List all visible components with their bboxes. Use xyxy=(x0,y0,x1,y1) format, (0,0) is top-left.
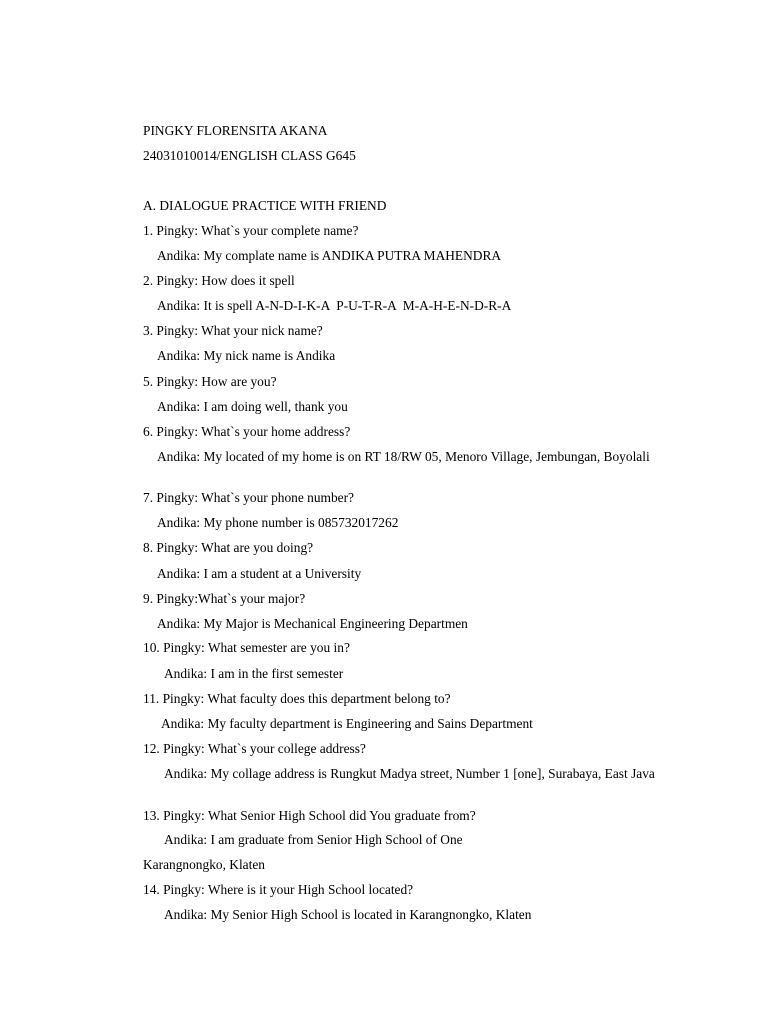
answer-line: Andika: I am doing well, thank you xyxy=(157,399,348,414)
answer-line: Andika: My collage address is Rungkut Madya street, Number 1 [one], Surabaya, East Java xyxy=(164,766,655,781)
answer-continuation: Karangnongko, Klaten xyxy=(143,857,265,872)
question-line: 1. Pingky: What`s your complete name? xyxy=(143,223,359,238)
question-line: 3. Pingky: What your nick name? xyxy=(143,323,323,338)
answer-line: Andika: I am a student at a University xyxy=(157,566,362,581)
question-line: 6. Pingky: What`s your home address? xyxy=(143,424,351,439)
answer-line: Andika: I am graduate from Senior High School of One xyxy=(164,832,463,847)
answer-line: Andika: My faculty department is Engineering and Sains Department xyxy=(161,716,533,731)
section-title: A. DIALOGUE PRACTICE WITH FRIEND xyxy=(143,198,387,213)
answer-line: Andika: My phone number is 085732017262 xyxy=(157,515,399,530)
answer-line: Andika: My nick name is Andika xyxy=(157,348,336,363)
question-line: 11. Pingky: What faculty does this department belong to? xyxy=(143,691,451,706)
author-name: PINGKY FLORENSITA AKANA xyxy=(143,123,328,138)
question-line: 2. Pingky: How does it spell xyxy=(143,273,295,288)
answer-line: Andika: It is spell A-N-D-I-K-A P-U-T-R-A M-A-H-E-N-D-R-A xyxy=(157,298,512,313)
question-line: 13. Pingky: What Senior High School did You graduate from? xyxy=(143,808,476,823)
student-id-class: 24031010014/ENGLISH CLASS G645 xyxy=(143,148,356,163)
question-line: 10. Pingky: What semester are you in? xyxy=(143,640,350,655)
question-line: 8. Pingky: What are you doing? xyxy=(143,540,314,555)
answer-line: Andika: My Major is Mechanical Engineering Departmen xyxy=(157,616,468,631)
answer-line: Andika: My Senior High School is located in Karangnongko, Klaten xyxy=(164,907,532,922)
question-line: 9. Pingky:What`s your major? xyxy=(143,591,306,606)
question-line: 14. Pingky: Where is it your High School located? xyxy=(143,882,414,897)
answer-line: Andika: My located of my home is on RT 18/RW 05, Menoro Village, Jembungan, Boyolali xyxy=(157,449,650,464)
question-line: 7. Pingky: What`s your phone number? xyxy=(143,490,354,505)
question-line: 5. Pingky: How are you? xyxy=(143,374,277,389)
answer-line: Andika: I am in the first semester xyxy=(164,666,344,681)
question-line: 12. Pingky: What`s your college address? xyxy=(143,741,366,756)
answer-line: Andika: My complate name is ANDIKA PUTRA MAHENDRA xyxy=(157,248,502,263)
